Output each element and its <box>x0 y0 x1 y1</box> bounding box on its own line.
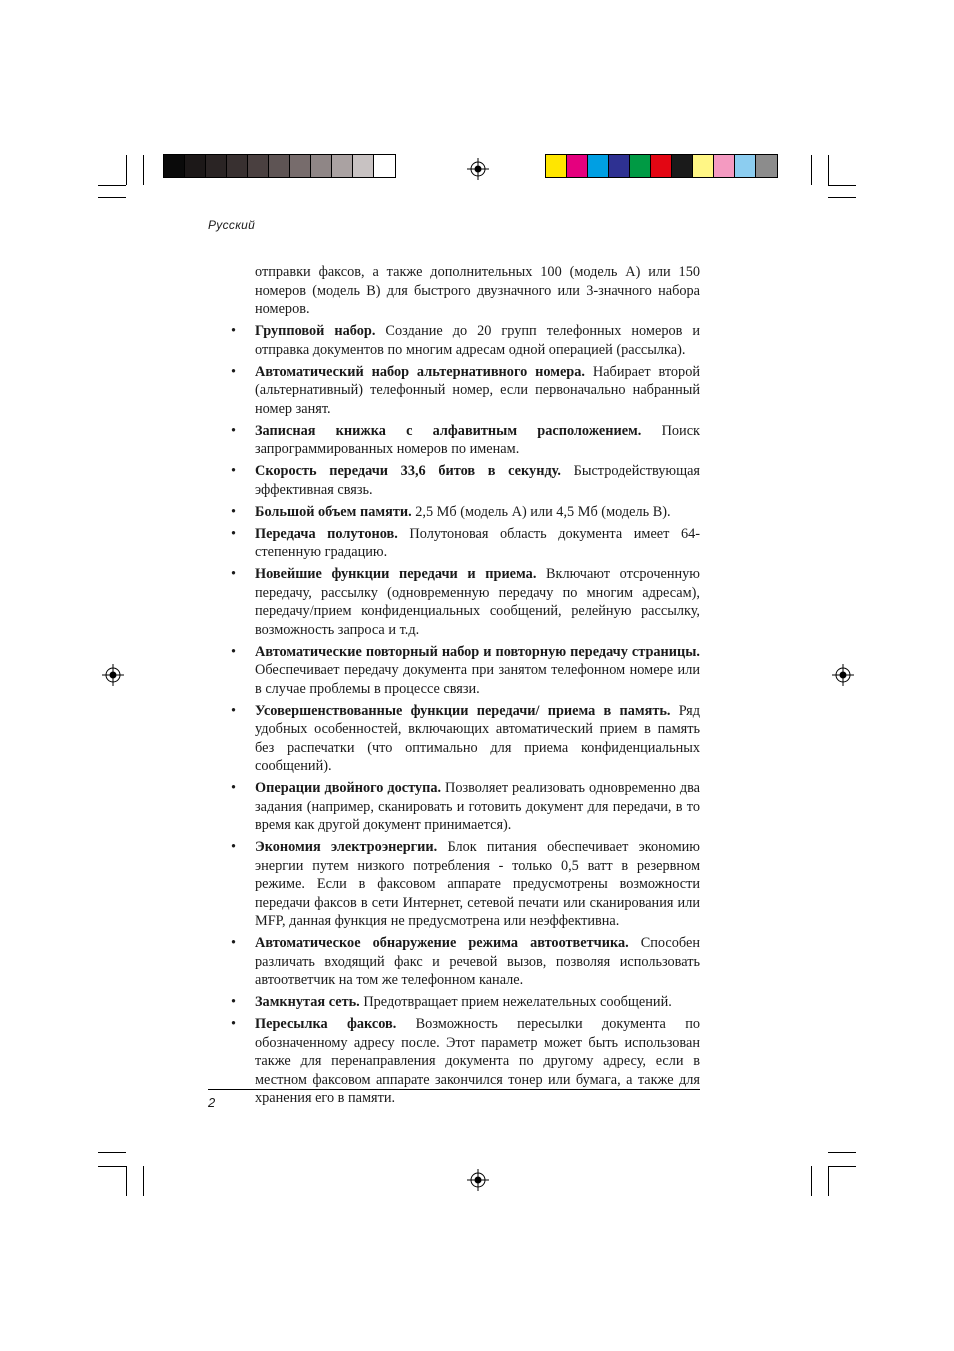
process-color-bar <box>545 154 778 178</box>
feature-title: Записная книжка с алфавитным расположением. <box>255 422 642 439</box>
feature-item <box>231 643 700 699</box>
feature-item <box>231 363 700 419</box>
color-swatch <box>206 155 227 177</box>
color-swatch <box>332 155 353 177</box>
bullet-icon: • <box>231 463 237 479</box>
feature-title: Групповой набор. <box>255 323 376 339</box>
feature-description: Блок питания обеспечивает экономию энергии путем низкого потребления - только 0,5 ватт в резервном режиме. Если в факсовом аппарате предусмотрены возможности передачи факсов в сети Интернет, сетевой печати или сканирования или MFP, данная функция не предусмотрена или неэффективна. <box>255 839 700 929</box>
color-swatch <box>311 155 332 177</box>
bullet-icon: • <box>231 422 237 439</box>
color-swatch <box>227 155 248 177</box>
bullet-icon: • <box>231 525 237 542</box>
bullet-icon: • <box>231 323 237 339</box>
feature-item <box>231 462 700 499</box>
color-swatch <box>567 155 588 177</box>
feature-description: Позволяет реализовать одновременно два задания (например, сканировать и готовить документ для передачи, в то время как другой документ принимается). <box>255 780 701 833</box>
feature-description: 2,5 Мб (модель A) или 4,5 Мб (модель B). <box>415 503 671 520</box>
feature-list-section <box>231 263 700 1108</box>
registration-mark-icon <box>102 664 124 686</box>
feature-item <box>231 934 700 990</box>
color-swatch <box>374 155 395 177</box>
feature-description: Возможность пересылки документа по обозначенному адресу после. Этот параметр может быть использован также для перенаправления документа по другому адресу, если в местном факсовом аппарате закончился тонер или бумага, а также для хранения его в памяти. <box>255 1016 700 1106</box>
feature-description: Набирает второй (альтернативный) телефонный номер, если первоначально набранный номер занят. <box>255 363 701 417</box>
feature-list <box>231 322 700 1108</box>
page-number: 2 <box>208 1095 216 1110</box>
feature-description: Полутоновая область документа имеет 64-степенную градацию. <box>255 525 701 560</box>
color-swatch <box>353 155 374 177</box>
feature-title: Передача полутонов. <box>255 525 398 542</box>
feature-title: Автоматический набор альтернативного номера. <box>255 363 585 380</box>
feature-title: Операции двойного доступа. <box>255 780 442 796</box>
feature-title: Автоматические повторный набор и повторную передачу страницы. <box>255 643 700 660</box>
bullet-icon: • <box>231 363 237 380</box>
color-swatch <box>248 155 269 177</box>
feature-title: Усовершенствованные функции передачи/ приема в память. <box>255 702 671 719</box>
feature-title: Экономия электроэнергии. <box>255 839 438 855</box>
color-swatch <box>756 155 777 177</box>
feature-title: Замкнутая сеть. <box>255 994 360 1010</box>
color-swatch <box>185 155 206 177</box>
bullet-icon: • <box>231 1016 237 1032</box>
feature-item <box>231 322 700 359</box>
feature-item <box>231 702 700 776</box>
color-swatch <box>546 155 567 177</box>
color-swatch <box>269 155 290 177</box>
color-swatch <box>693 155 714 177</box>
feature-description: Быстродействующая эффективная связь. <box>255 463 700 498</box>
feature-title: Скорость передачи 33,6 битов в секунду. <box>255 463 561 479</box>
feature-title: Автоматическое обнаружение режима автоответчика. <box>255 935 629 951</box>
feature-description: Ряд удобных особенностей, включающих автоматический прием в память без распечатки (что оптимально для приема конфиденциальных сообщений). <box>255 702 700 774</box>
color-swatch <box>609 155 630 177</box>
registration-mark-icon <box>467 158 489 180</box>
bullet-icon: • <box>231 643 237 660</box>
bullet-icon: • <box>231 566 237 582</box>
feature-item <box>231 422 700 459</box>
feature-title: Большой объем памяти. <box>255 503 412 520</box>
registration-mark-icon <box>832 664 854 686</box>
feature-item <box>231 838 700 931</box>
feature-description: Создание до 20 групп телефонных номеров и отправка документов по многим адресам одной операцией (рассылка). <box>255 323 701 358</box>
feature-title: Пересылка факсов. <box>255 1016 397 1032</box>
color-swatch <box>672 155 693 177</box>
feature-description: Обеспечивает передачу документа при занятом телефонном номере или в случае проблемы в процессе связи. <box>255 662 700 697</box>
feature-item <box>231 993 700 1012</box>
bullet-icon: • <box>231 503 237 520</box>
intro-paragraph: отправки факсов, а также дополнительных 100 (модель A) или 150 номеров (модель B) для быстрого двузначного или 3-значного набора номеров. <box>255 264 700 317</box>
color-swatch <box>164 155 185 177</box>
footer-divider <box>208 1089 700 1090</box>
feature-item <box>231 525 700 562</box>
feature-item <box>231 503 700 522</box>
bullet-icon: • <box>231 994 237 1010</box>
color-swatch <box>290 155 311 177</box>
feature-item <box>231 1015 700 1108</box>
gray-scale-bar <box>163 154 396 178</box>
color-swatch <box>630 155 651 177</box>
bullet-icon: • <box>231 702 237 719</box>
bullet-icon: • <box>231 780 237 796</box>
feature-description: Предотвращает прием нежелательных сообщений. <box>363 994 672 1010</box>
registration-mark-icon <box>467 1169 489 1191</box>
bullet-icon: • <box>231 839 237 855</box>
color-swatch <box>735 155 756 177</box>
color-swatch <box>651 155 672 177</box>
feature-title: Новейшие функции передачи и приема. <box>255 566 537 582</box>
color-swatch <box>714 155 735 177</box>
bullet-icon: • <box>231 935 237 951</box>
feature-description: Включают отсроченную передачу, рассылку (одновременную передачу по многим адресам), передачу/прием конфиденциальных сообщений, релейную рассылку, возможность запроса и т.д. <box>255 566 700 638</box>
feature-description: Поиск запрограммированных номеров по именам. <box>255 422 700 457</box>
feature-item <box>231 565 700 639</box>
feature-item <box>231 779 700 835</box>
page-language-header: Русский <box>208 218 256 232</box>
feature-description: Способен различать входящий факс и речевой вызов, позволяя использовать автоответчик на том же телефонном канале. <box>255 935 700 988</box>
color-swatch <box>588 155 609 177</box>
